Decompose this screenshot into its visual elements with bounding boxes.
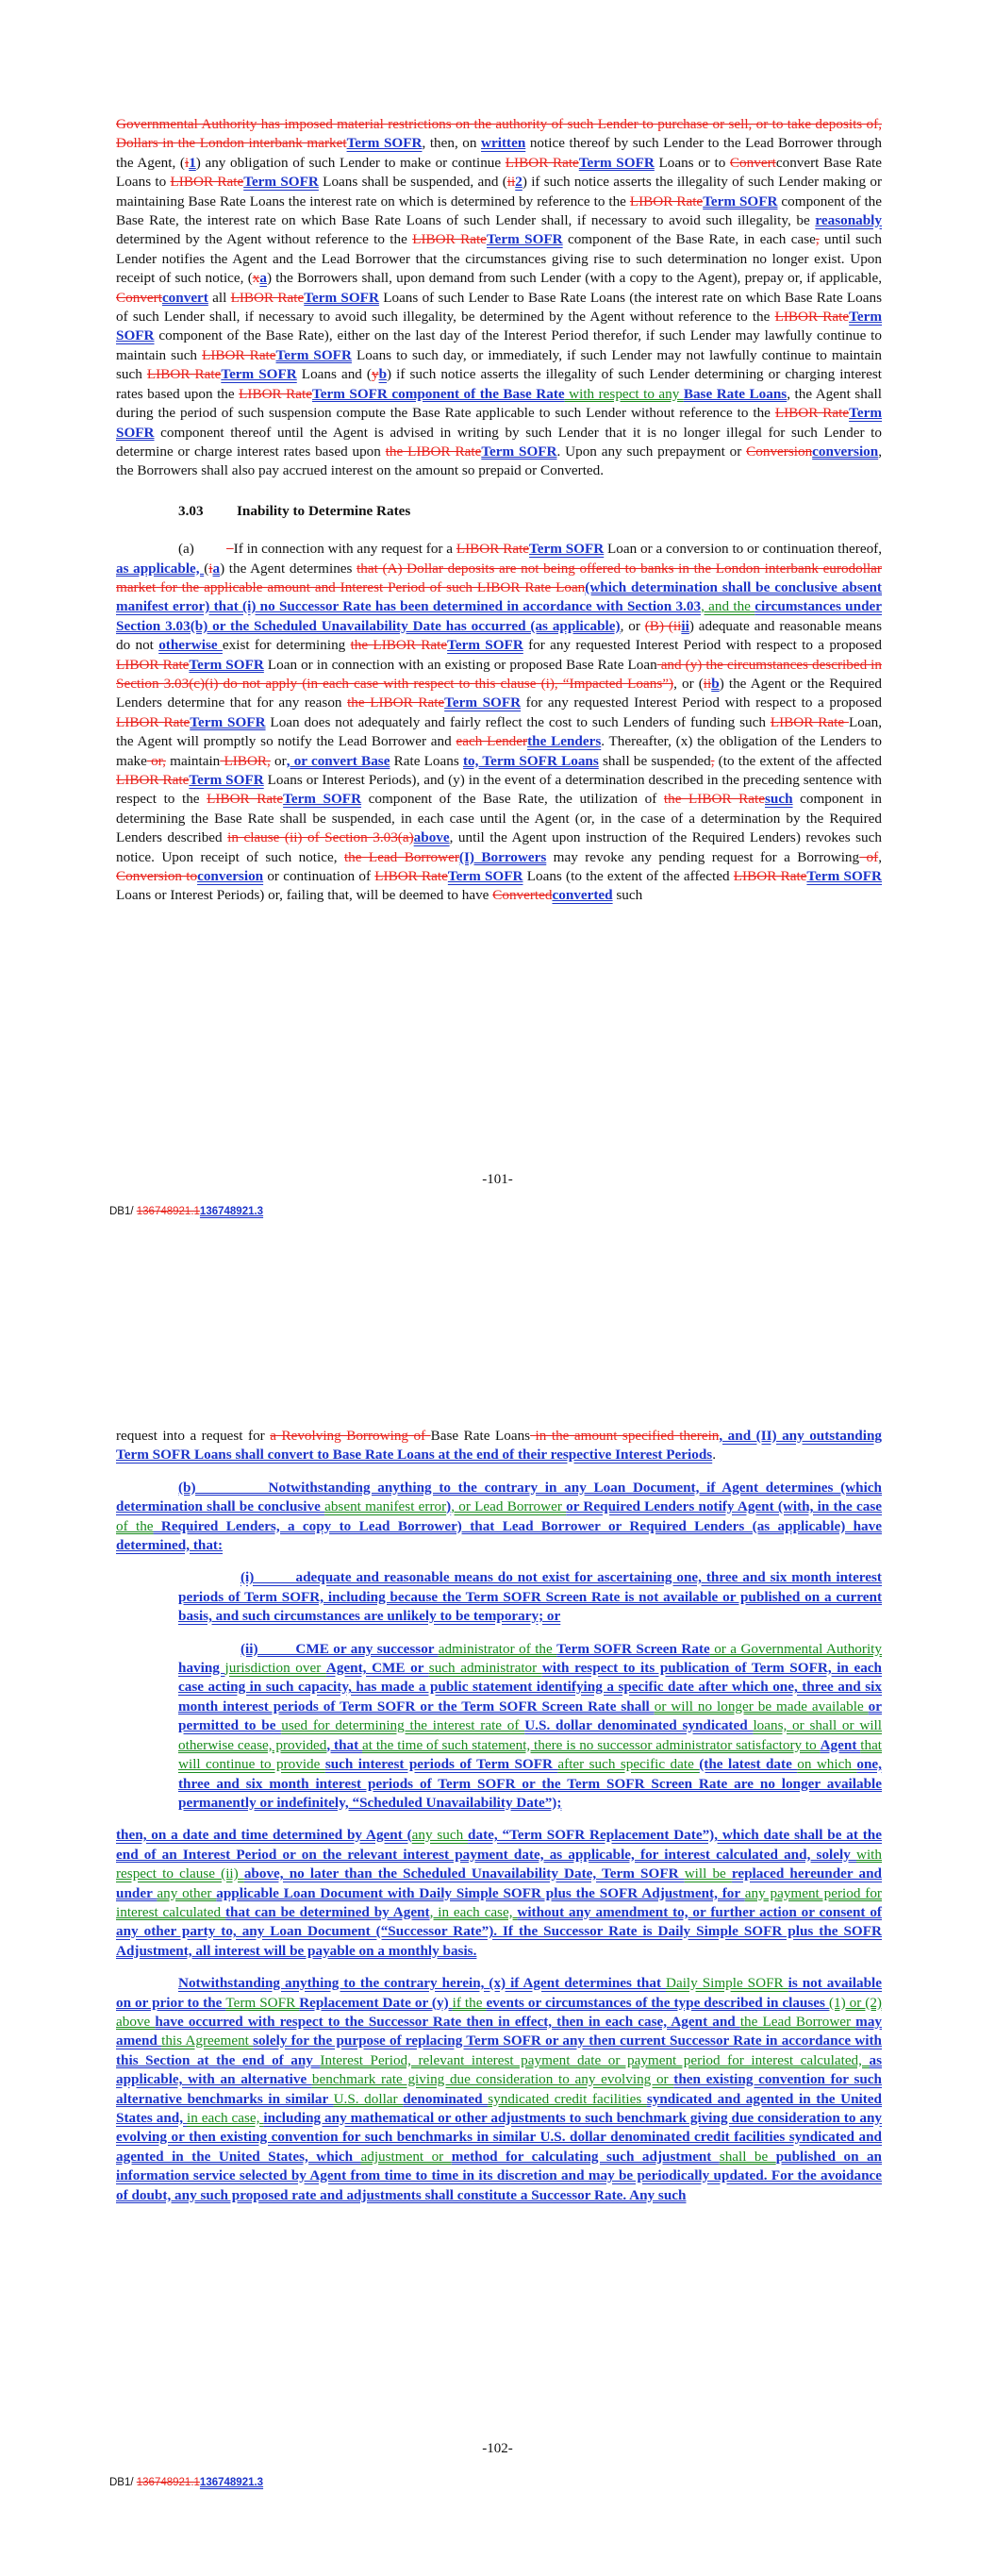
deleted-text: y xyxy=(371,366,379,383)
text-run: , then, on xyxy=(422,135,482,152)
text-run: ) the Borrowers shall, upon demand from such Lender (with a copy to the Agent), prepay or, if applicable, xyxy=(266,270,882,287)
inserted-text: (I) Borrowers xyxy=(458,848,547,865)
deleted-text: LIBOR Rate xyxy=(116,713,191,730)
moved-text: that will continue to provide xyxy=(178,1736,883,1773)
text-run: ) if such notice asserts the illegality of such Lender making or maintaining Base Rate Loans the interest rate on which is determined by reference to the xyxy=(116,174,883,209)
paragraph xyxy=(116,1568,882,1626)
text-run: Base Rate Loans xyxy=(430,1428,531,1444)
text-run: all xyxy=(207,289,231,306)
text-run: or xyxy=(270,752,287,769)
inserted-text: Term SOFR xyxy=(447,637,523,654)
footer-prefix: DB1/ xyxy=(109,1206,137,1217)
inserted-text: ) xyxy=(446,1498,452,1515)
deleted-text: (B) (ii xyxy=(644,617,682,634)
paragraph-3-03-a xyxy=(116,540,882,906)
text-run: Loan, the Agent will promptly so notify the Lead Borrower and xyxy=(116,713,882,750)
text-run: , xyxy=(878,848,882,865)
text-run: Loan or a conversion to or continuation thereof, xyxy=(604,541,883,558)
inserted-text: circumstances under Section 3.03(b) or the Scheduled Unavailability Date has occurred (as applicable) xyxy=(116,598,882,634)
inserted-text: U.S. dollar denominated syndicated xyxy=(524,1717,754,1734)
text-run: ) the Agent determines xyxy=(220,560,357,577)
document-footer xyxy=(109,1206,263,1217)
deleted-text: the LIBOR Rate xyxy=(385,443,482,460)
inserted-text: solely for the purpose of replacing Term SOFR or any then current Successor Rate in accordance with this Section at the end of any xyxy=(116,2032,882,2068)
inserted-text: Term SOFR xyxy=(275,346,352,363)
inserted-text: method for calculating such adjustment xyxy=(451,2148,720,2165)
moved-text: , and the xyxy=(701,598,755,615)
text-run: (a) xyxy=(178,541,227,558)
inserted-text: have occurred with respect to the Successor Rate then in effect, then in each case, Agent and xyxy=(155,2013,740,2030)
moved-text: Daily Simple SOFR xyxy=(666,1975,788,1992)
text-run: . xyxy=(712,1447,716,1464)
deleted-text: LIBOR Rate xyxy=(239,385,313,402)
moved-text: , or Lead Borrower xyxy=(451,1498,567,1515)
paragraph xyxy=(116,1479,882,1556)
page-102 xyxy=(0,1288,995,2576)
text-run: component of the Base Rate), either on the last day of the Interest Period therefor, if such Lender may lawfully continue to maintain such xyxy=(116,327,882,363)
inserted-text: , or convert Base xyxy=(286,752,390,769)
deleted-text: or, xyxy=(146,752,166,769)
moved-text: loans, or shall or will otherwise cease, provided xyxy=(178,1717,882,1753)
deleted-text: i xyxy=(184,154,190,171)
inserted-text: above xyxy=(413,829,450,846)
deleted-text: LIBOR Rate xyxy=(456,541,530,558)
inserted-text: Term SOFR xyxy=(189,656,264,673)
moved-text: jurisdiction over xyxy=(224,1660,326,1677)
moved-text: on which xyxy=(797,1756,857,1773)
moved-text: or will no longer be made available xyxy=(654,1698,869,1715)
inserted-text: (which determination shall be conclusive absent manifest error) that (i) no Successor Rate has been determined in accordance with Section 3.03 xyxy=(116,578,882,615)
text-run: for any requested Interest Period with respect to a proposed xyxy=(522,637,882,654)
text-run: If in connection with any request for a xyxy=(233,541,456,558)
inserted-text: ii xyxy=(681,617,689,634)
inserted-text: Term SOFR xyxy=(304,289,379,306)
text-run: Rate Loans xyxy=(390,752,463,769)
text-run: ) adequate and reasonable means do not xyxy=(116,617,882,654)
text-run: component in determining the Base Rate shall be suspended, in each case until the Agent (or, in the case of a determination by the Required Lenders described xyxy=(116,791,882,846)
text-run: Loans and ( xyxy=(296,366,372,383)
text-run: ( xyxy=(204,560,209,577)
text-run: for any requested Interest Period with respect to a proposed xyxy=(521,694,882,711)
inserted-text: Term SOFR xyxy=(346,135,423,152)
inserted-text: may amend xyxy=(116,2013,883,2049)
deleted-text: the LIBOR Rate xyxy=(347,694,445,711)
inserted-text: then, on a date and time determined by Agent ( xyxy=(116,1827,412,1844)
inserted-text: above, no later than the Scheduled Unavailability Date, Term SOFR xyxy=(243,1865,685,1882)
inserted-text: Notwithstanding anything to the contrary herein, (x) if Agent determines that xyxy=(178,1975,666,1992)
inserted-text: such interest periods of Term SOFR xyxy=(324,1756,558,1773)
inserted-text: denominated xyxy=(403,2090,489,2107)
inserted-text: Term SOFR xyxy=(703,192,778,209)
deleted-text: LIBOR Rate xyxy=(412,231,487,248)
text-run: Loans to such day, or immediately, if such Lender may not lawfully continue to maintain such xyxy=(116,346,883,383)
paragraph xyxy=(116,1427,882,1465)
section-heading xyxy=(178,502,882,521)
deleted-text: LIBOR Rate xyxy=(374,868,448,885)
deleted-text: LIBOR Rate xyxy=(230,289,305,306)
footer-old-id: 136748921.1 xyxy=(136,1206,200,1217)
text-run: component thereof until the Agent is advised in writing by such Lender that it is no longer illegal for such Lender to determine or charge interest rates based upon xyxy=(116,424,882,460)
deleted-text: the LIBOR Rate xyxy=(350,637,448,654)
moved-text: this Agreement xyxy=(161,2032,254,2049)
text-run: Loans or to xyxy=(654,154,730,171)
inserted-text: reasonably xyxy=(815,212,882,229)
deleted-text: , xyxy=(710,752,715,769)
inserted-text: , and (II) any outstanding Term SOFR Loans shall convert to Base Rate Loans at the end of their respective Interest Periods xyxy=(116,1428,883,1464)
inserted-text: the Lenders xyxy=(527,733,602,750)
inserted-text: , that xyxy=(326,1736,363,1753)
paragraph xyxy=(116,1974,882,2205)
moved-text: any such xyxy=(411,1827,469,1844)
inserted-text: Term SOFR xyxy=(447,868,523,885)
text-run: component of the Base Rate, in each case xyxy=(562,231,816,248)
inserted-text: then existing convention for such alternative benchmarks in similar xyxy=(116,2071,882,2107)
deleted-text: Conversion xyxy=(746,443,813,460)
text-run: , the Agent shall during the period of such suspension compute the Base Rate applicable to such Lender without reference to the xyxy=(116,385,882,422)
inserted-text: Term SOFR xyxy=(189,772,264,788)
inserted-text: convert xyxy=(161,289,208,306)
text-run: (to the extent of the affected xyxy=(714,752,883,769)
inserted-text: Term SOFR xyxy=(481,443,557,460)
text-run: component of the Base Rate, the utilization of xyxy=(361,791,664,808)
moved-text: of the xyxy=(116,1517,154,1534)
paragraph-illegality-continued xyxy=(116,115,882,481)
deleted-text: Governmental Authority has imposed material restrictions on the authority of such Lender to purchase or sell, or to take deposits of, Dollars in the London interbank market xyxy=(116,116,882,152)
inserted-text: Required Lenders, a copy to Lead Borrower) that Lead Borrower or Required Lenders (as applicable) have determined, that: xyxy=(116,1517,882,1554)
footer-prefix: DB1/ xyxy=(109,2477,137,2488)
deleted-text: and (y) the circumstances described in Section 3.03(c)(i) do not apply (in each case with respect to this clause (i), “Impacted Loans”) xyxy=(116,656,882,692)
moved-text: in each case, xyxy=(186,2110,264,2126)
page-number: -102- xyxy=(482,2441,513,2456)
deleted-text: Converted xyxy=(492,887,553,904)
moved-text: adjustment or xyxy=(360,2148,452,2165)
deleted-text: LIBOR Rate xyxy=(207,791,284,808)
text-run: notice thereof by such Lender to the Lead Borrower through the Agent, ( xyxy=(116,135,883,171)
text-run: component of the Base Rate, the interest rate on which Base Rate Loans of such Lender shall, if necessary to avoid such illegality, be xyxy=(116,192,882,229)
inserted-text: Base Rate Loans xyxy=(683,385,788,402)
text-run: determined by the Agent without reference to the xyxy=(116,231,413,248)
inserted-text: one, three and six month interest periods of Term SOFR or the Term SOFR Screen Rate are no longer available permanently or indefinitely, “Scheduled Unavailability Date”); xyxy=(178,1756,882,1811)
text-run: . Thereafter, (x) the obligation of the Lenders to make xyxy=(116,733,882,769)
deleted-text: LIBOR Rate xyxy=(774,309,850,326)
moved-text: shall be xyxy=(719,2148,776,2165)
moved-text: Interest Period, relevant interest payment date or payment period for interest calculated, xyxy=(320,2051,870,2068)
inserted-text: that can be determined by Agent xyxy=(224,1903,430,1920)
inserted-text: events or circumstances of the type described in clauses xyxy=(486,1994,829,2011)
inserted-text: Term SOFR Screen Rate xyxy=(556,1640,710,1657)
page-101-body xyxy=(116,115,882,919)
moved-text: at the time of such statement, there is no successor administrator satisfactory to xyxy=(362,1736,821,1753)
inserted-text: having xyxy=(178,1660,225,1677)
inserted-text: (ii) CME or any successor xyxy=(240,1640,439,1657)
deleted-text: x xyxy=(252,270,260,287)
inserted-text: or permitted to be xyxy=(178,1698,882,1734)
deleted-text: Convert xyxy=(116,289,162,306)
inserted-text: 2 xyxy=(515,174,522,191)
inserted-text: conversion xyxy=(197,868,264,885)
moved-text: absent manifest error xyxy=(324,1498,447,1515)
moved-text: such administrator xyxy=(428,1660,542,1677)
deleted-text: the LIBOR Rate xyxy=(663,791,765,808)
inserted-text: Term SOFR xyxy=(116,309,882,344)
text-run: convert Base Rate Loans to xyxy=(116,154,883,191)
footer-new-id: 136748921.3 xyxy=(199,1206,264,1217)
inserted-text: date, “Term SOFR Replacement Date”), which date shall be at the end of an Interest Period or on the relevant interest payment date, as applicable, for interest calculated and, solely xyxy=(116,1827,882,1863)
text-run: Loans (to the extent of the affected xyxy=(522,868,734,885)
inserted-text: conversion xyxy=(812,443,879,460)
moved-text: with respect to clause (ii) xyxy=(116,1846,882,1882)
text-run: shall be suspended xyxy=(598,752,711,769)
deleted-text: ii xyxy=(703,675,712,692)
section-number: 3.03 xyxy=(178,502,204,519)
moved-text: administrator of the xyxy=(438,1640,557,1657)
inserted-text: or Required Lenders notify Agent (with, in the case xyxy=(566,1498,883,1515)
inserted-text: written xyxy=(481,135,526,152)
text-run: , the Borrowers shall also pay accrued interest on the amount so prepaid or Converted. xyxy=(116,443,882,479)
text-run: . Upon any such prepayment or xyxy=(556,443,747,460)
moved-text: U.S. dollar xyxy=(333,2090,404,2107)
inserted-text: syndicated and agented in the United States and, xyxy=(116,2090,882,2126)
text-run: , until the Agent upon instruction of the Required Lenders) revokes such notice. Upon receipt of such notice, xyxy=(116,829,882,865)
deleted-text: that (A) Dollar deposits are not being offered to banks in the London interbank eurodollar market for the applicable amount and Interest Period of such LIBOR Rate Loan xyxy=(116,560,882,595)
text-run: until such Lender notifies the Agent and the Lead Borrower that the circumstances giving rise to such determination no longer exist. Upon receipt of such notice, ( xyxy=(116,231,882,287)
text-run: request into a request for xyxy=(116,1428,271,1444)
footer-new-id: 136748921.3 xyxy=(199,2477,264,2488)
deleted-text: LIBOR Rate xyxy=(770,713,849,730)
deleted-text: LIBOR Rate xyxy=(774,405,850,422)
inserted-text: (b) Notwithstanding anything to the contrary in any Loan Document, if Agent determines (which determination shall be conclusive xyxy=(116,1479,882,1515)
inserted-text: Term SOFR component of the Base Rate xyxy=(312,385,565,402)
text-run: may revoke any pending request for a Borrowing xyxy=(546,848,860,865)
paragraph xyxy=(116,1640,882,1814)
deleted-text: Convert xyxy=(729,154,776,171)
inserted-text: Term SOFR xyxy=(806,868,883,885)
inserted-text: a xyxy=(212,560,221,577)
inserted-text: as applicable, with an alternative xyxy=(116,2051,882,2088)
moved-text: if the xyxy=(452,1994,487,2011)
deleted-text: LIBOR Rate xyxy=(505,154,579,171)
deleted-text: LIBOR Rate xyxy=(116,772,190,788)
deleted-text: Conversion to xyxy=(116,868,198,885)
inserted-text: replaced hereunder and under xyxy=(116,1865,882,1901)
inserted-text: Term SOFR xyxy=(221,366,297,383)
inserted-text: Term SOFR xyxy=(116,405,882,441)
inserted-text: Term SOFR xyxy=(486,231,563,248)
inserted-text: including any mathematical or other adjustments to such benchmark giving due consideration to any evolving or then existing convention for such benchmarks in similar U.S. dollar denominated credit facilities syndicated and agented in the United States, which xyxy=(116,2110,882,2165)
inserted-text: Agent xyxy=(820,1736,861,1753)
deleted-text: each Lender xyxy=(456,733,528,750)
deleted-text xyxy=(226,541,234,557)
document-footer xyxy=(109,2477,263,2488)
moved-text: with respect to any xyxy=(564,385,684,402)
inserted-text: Term SOFR xyxy=(578,154,655,171)
inserted-text: otherwise xyxy=(158,637,223,654)
deleted-text: LIBOR, xyxy=(220,752,271,769)
text-run: Loans shall be suspended, and ( xyxy=(318,174,507,191)
inserted-text: such xyxy=(765,791,793,808)
text-run: Loans of such Lender to Base Rate Loans (the interest rate on which Base Rate Loans of such Lender shall, if necessary to avoid such illegality, be determined by the Agent without reference to the xyxy=(116,289,882,326)
moved-text: , in each case, xyxy=(429,1903,518,1920)
inserted-text: with respect to its publication of Term SOFR, in each case acting in such capacity, has made a public statement identifying a specific date after which one, three and six month interest periods of Term SOFR or the Term SOFR Screen Rate shall xyxy=(178,1660,882,1715)
inserted-text: 1 xyxy=(189,154,196,171)
inserted-text: converted xyxy=(552,887,613,904)
inserted-text: Term SOFR xyxy=(243,174,319,191)
moved-text: any payment period for interest calculated xyxy=(116,1884,882,1920)
page-number: -101- xyxy=(482,1172,513,1187)
text-run: , or xyxy=(620,617,645,634)
text-run: maintain xyxy=(165,752,221,769)
text-run: Loans or Interest Periods) or, failing that, will be deemed to have xyxy=(116,887,493,904)
inserted-text: a xyxy=(259,270,267,287)
paragraph xyxy=(116,1826,882,1961)
text-run: or continuation of xyxy=(263,868,375,885)
inserted-text: Term SOFR xyxy=(529,541,605,558)
deleted-text: a Revolving Borrowing of xyxy=(270,1428,431,1444)
inserted-text: published on an information service selected by Agent from time to time in its discretion and may be periodically updated. For the avoidance of doubt, any such proposed rate and adjustments shall constitute a Successor Rate. Any such xyxy=(116,2148,882,2203)
text-run: Loan does not adequately and fairly reflect the cost to such Lenders of funding such xyxy=(265,713,771,730)
inserted-text: as applicable, xyxy=(116,560,205,577)
inserted-text: (the latest date xyxy=(699,1756,798,1773)
deleted-text: LIBOR Rate xyxy=(629,192,704,209)
inserted-text: b xyxy=(711,675,720,692)
page-102-body xyxy=(116,1427,882,2218)
inserted-text: Agent, CME or xyxy=(325,1660,429,1677)
section-title: Inability to Determine Rates xyxy=(237,502,411,519)
inserted-text: applicable Loan Document with Daily Simple SOFR plus the SOFR Adjustment, for xyxy=(216,1884,745,1901)
text-run: Loans or Interest Periods), and (y) in the event of a determination described in the preceding sentence with respect to the xyxy=(116,772,883,808)
deleted-text: LIBOR Rate xyxy=(116,656,190,673)
deleted-text: LIBOR Rate xyxy=(733,868,807,885)
inserted-text: Replacement Date or (y) xyxy=(299,1994,453,2011)
deleted-text: LIBOR Rate xyxy=(146,366,222,383)
deleted-text: LIBOR Rate xyxy=(170,174,244,191)
inserted-text: Term SOFR xyxy=(283,791,362,808)
inserted-text: Term SOFR xyxy=(444,694,522,711)
text-run: exist for determining xyxy=(222,637,351,654)
text-run: , or ( xyxy=(673,675,704,692)
moved-text: any other xyxy=(157,1884,217,1901)
inserted-text: Term SOFR xyxy=(190,713,266,730)
deleted-text: the Lead Borrower xyxy=(343,848,459,865)
deleted-text: in clause (ii) of Section 3.03(a) xyxy=(227,829,414,846)
inserted-text: without any amendment to, or further action or consent of any other party to, any Loan Document (“Successor Rate”). If the Successor Rate is Daily Simple SOFR plus the SOFR Adjustment, all interest will be payable on a monthly basis. xyxy=(116,1903,882,1959)
inserted-text: to, Term SOFR Loans xyxy=(462,752,599,769)
deleted-text: in the amount specified therein xyxy=(530,1428,720,1444)
deleted-text: of xyxy=(859,848,879,865)
deleted-text: ii xyxy=(506,174,516,191)
footer-old-id: 136748921.1 xyxy=(136,2477,200,2488)
text-run: ) if such notice asserts the illegality of such Lender determining or charging interest rates based upon the xyxy=(116,366,882,402)
inserted-text: b xyxy=(378,366,388,383)
text-run: such xyxy=(612,887,643,904)
moved-text: used for determining the interest rate of xyxy=(281,1717,525,1734)
text-run: ) the Agent or the Required Lenders determine that for any reason xyxy=(116,675,882,711)
inserted-text: is not available on or prior to the xyxy=(116,1975,882,2011)
moved-text: (1) or (2) above xyxy=(116,1994,882,2030)
moved-text: Term SOFR xyxy=(225,1994,300,2011)
moved-text: or a Governmental Authority xyxy=(709,1640,882,1657)
deleted-text: i xyxy=(208,560,213,577)
moved-text: the Lead Borrower xyxy=(739,2013,856,2030)
text-run: Loan or in connection with an existing or proposed Base Rate Loan xyxy=(263,656,657,673)
moved-text: syndicated credit facilities xyxy=(488,2090,647,2107)
deleted-text: LIBOR Rate xyxy=(202,346,276,363)
deleted-text: , xyxy=(815,231,820,248)
text-run: ) any obligation of such Lender to make or continue xyxy=(195,154,506,171)
moved-text: after such specific date xyxy=(557,1756,700,1773)
moved-text: benchmark rate giving due consideration to any evolving or xyxy=(311,2071,674,2088)
moved-text: will be xyxy=(684,1865,732,1882)
inserted-text: (i) adequate and reasonable means do not exist for ascertaining one, three and six month interest periods of Term SOFR, including because the Term SOFR Screen Rate is not available or published on a current basis, and such circumstances are unlikely to be temporary; or xyxy=(178,1569,882,1625)
